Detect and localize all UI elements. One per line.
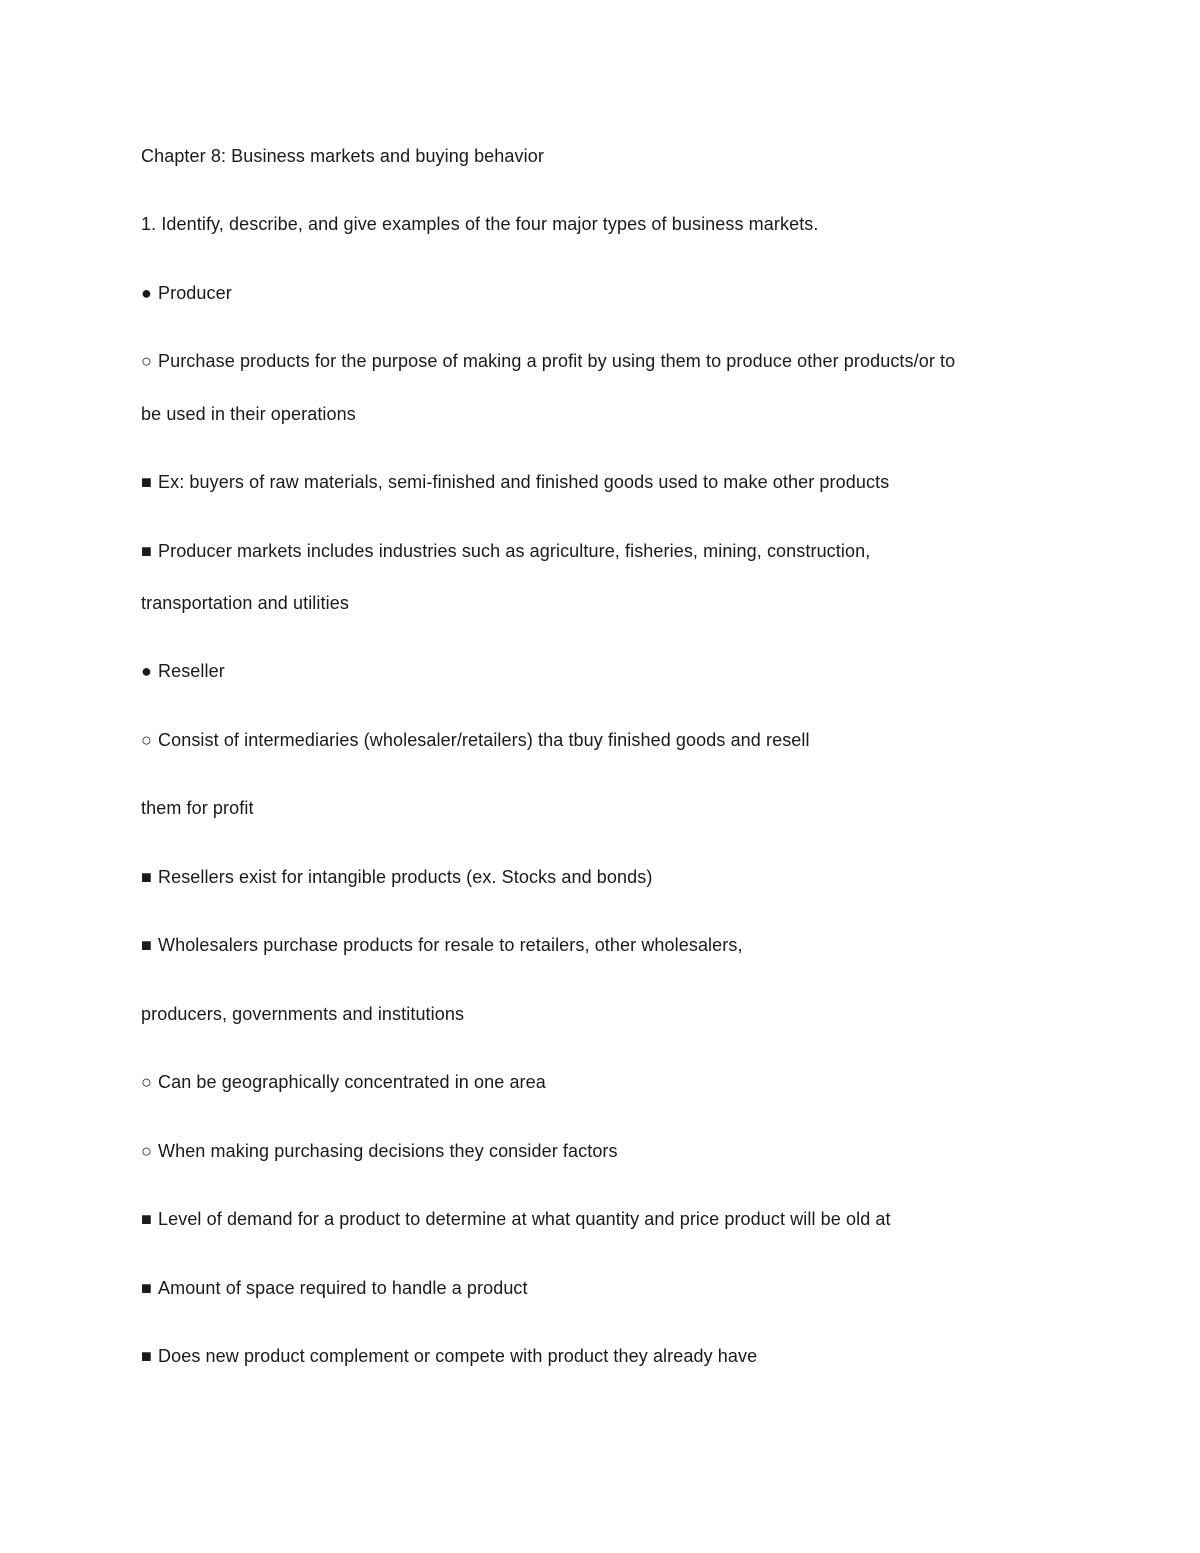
list-item-text: Purchase products for the purpose of making a profit by using them to produce other products/or to — [158, 351, 956, 371]
list-item-text: When making purchasing decisions they consider factors — [158, 1141, 618, 1161]
list-item-text: Consist of intermediaries (wholesaler/retailers) tha tbuy finished goods and resell — [158, 730, 810, 750]
list-item — [141, 866, 652, 888]
list-item — [141, 471, 889, 493]
list-item-text: Can be geographically concentrated in one area — [158, 1072, 546, 1092]
square-bullet-icon: ■ — [141, 1209, 152, 1229]
list-item — [141, 934, 743, 956]
list-item — [141, 1345, 757, 1367]
list-item-continuation — [141, 403, 356, 425]
list-item-text: Does new product complement or compete with product they already have — [158, 1346, 758, 1366]
list-item-continuation — [141, 797, 254, 819]
filled-circle-bullet-icon: ● — [141, 661, 152, 681]
title-text: Chapter 8: Business markets and buying behavior — [141, 146, 544, 166]
list-item — [141, 1277, 528, 1299]
list-item-text: Amount of space required to handle a product — [158, 1278, 528, 1298]
list-item — [141, 660, 225, 682]
list-item-text: Wholesalers purchase products for resale to retailers, other wholesalers, — [158, 935, 743, 955]
list-item-continuation — [141, 592, 349, 614]
list-item-text: Reseller — [158, 661, 225, 681]
question-text: 1. Identify, describe, and give examples of the four major types of business markets. — [141, 214, 819, 234]
hollow-circle-bullet-icon: ○ — [141, 730, 152, 750]
list-item-text: producers, governments and institutions — [141, 1004, 465, 1024]
list-item-text: Producer — [158, 283, 232, 303]
square-bullet-icon: ■ — [141, 1278, 152, 1298]
square-bullet-icon: ■ — [141, 541, 152, 561]
hollow-circle-bullet-icon: ○ — [141, 351, 152, 371]
hollow-circle-bullet-icon: ○ — [141, 1141, 152, 1161]
list-item-text: Ex: buyers of raw materials, semi-finished and finished goods used to make other products — [158, 472, 890, 492]
list-item — [141, 350, 955, 372]
square-bullet-icon: ■ — [141, 867, 152, 887]
list-item — [141, 1071, 546, 1093]
list-item-text: Level of demand for a product to determine at what quantity and price product will be old at — [158, 1209, 891, 1229]
list-item-text: them for profit — [141, 798, 254, 818]
document-title — [141, 145, 544, 167]
list-item — [141, 729, 810, 751]
list-item-text: Producer markets includes industries such as agriculture, fisheries, mining, construction, — [158, 541, 871, 561]
hollow-circle-bullet-icon: ○ — [141, 1072, 152, 1092]
filled-circle-bullet-icon: ● — [141, 283, 152, 303]
list-item-text: be used in their operations — [141, 404, 356, 424]
question-line — [141, 213, 819, 235]
list-item — [141, 1140, 618, 1162]
square-bullet-icon: ■ — [141, 1346, 152, 1366]
list-item-text: transportation and utilities — [141, 593, 349, 613]
square-bullet-icon: ■ — [141, 472, 152, 492]
square-bullet-icon: ■ — [141, 935, 152, 955]
list-item — [141, 1208, 891, 1230]
list-item-continuation — [141, 1003, 464, 1025]
list-item-text: Resellers exist for intangible products (ex. Stocks and bonds) — [158, 867, 653, 887]
list-item — [141, 540, 870, 562]
list-item — [141, 282, 232, 304]
